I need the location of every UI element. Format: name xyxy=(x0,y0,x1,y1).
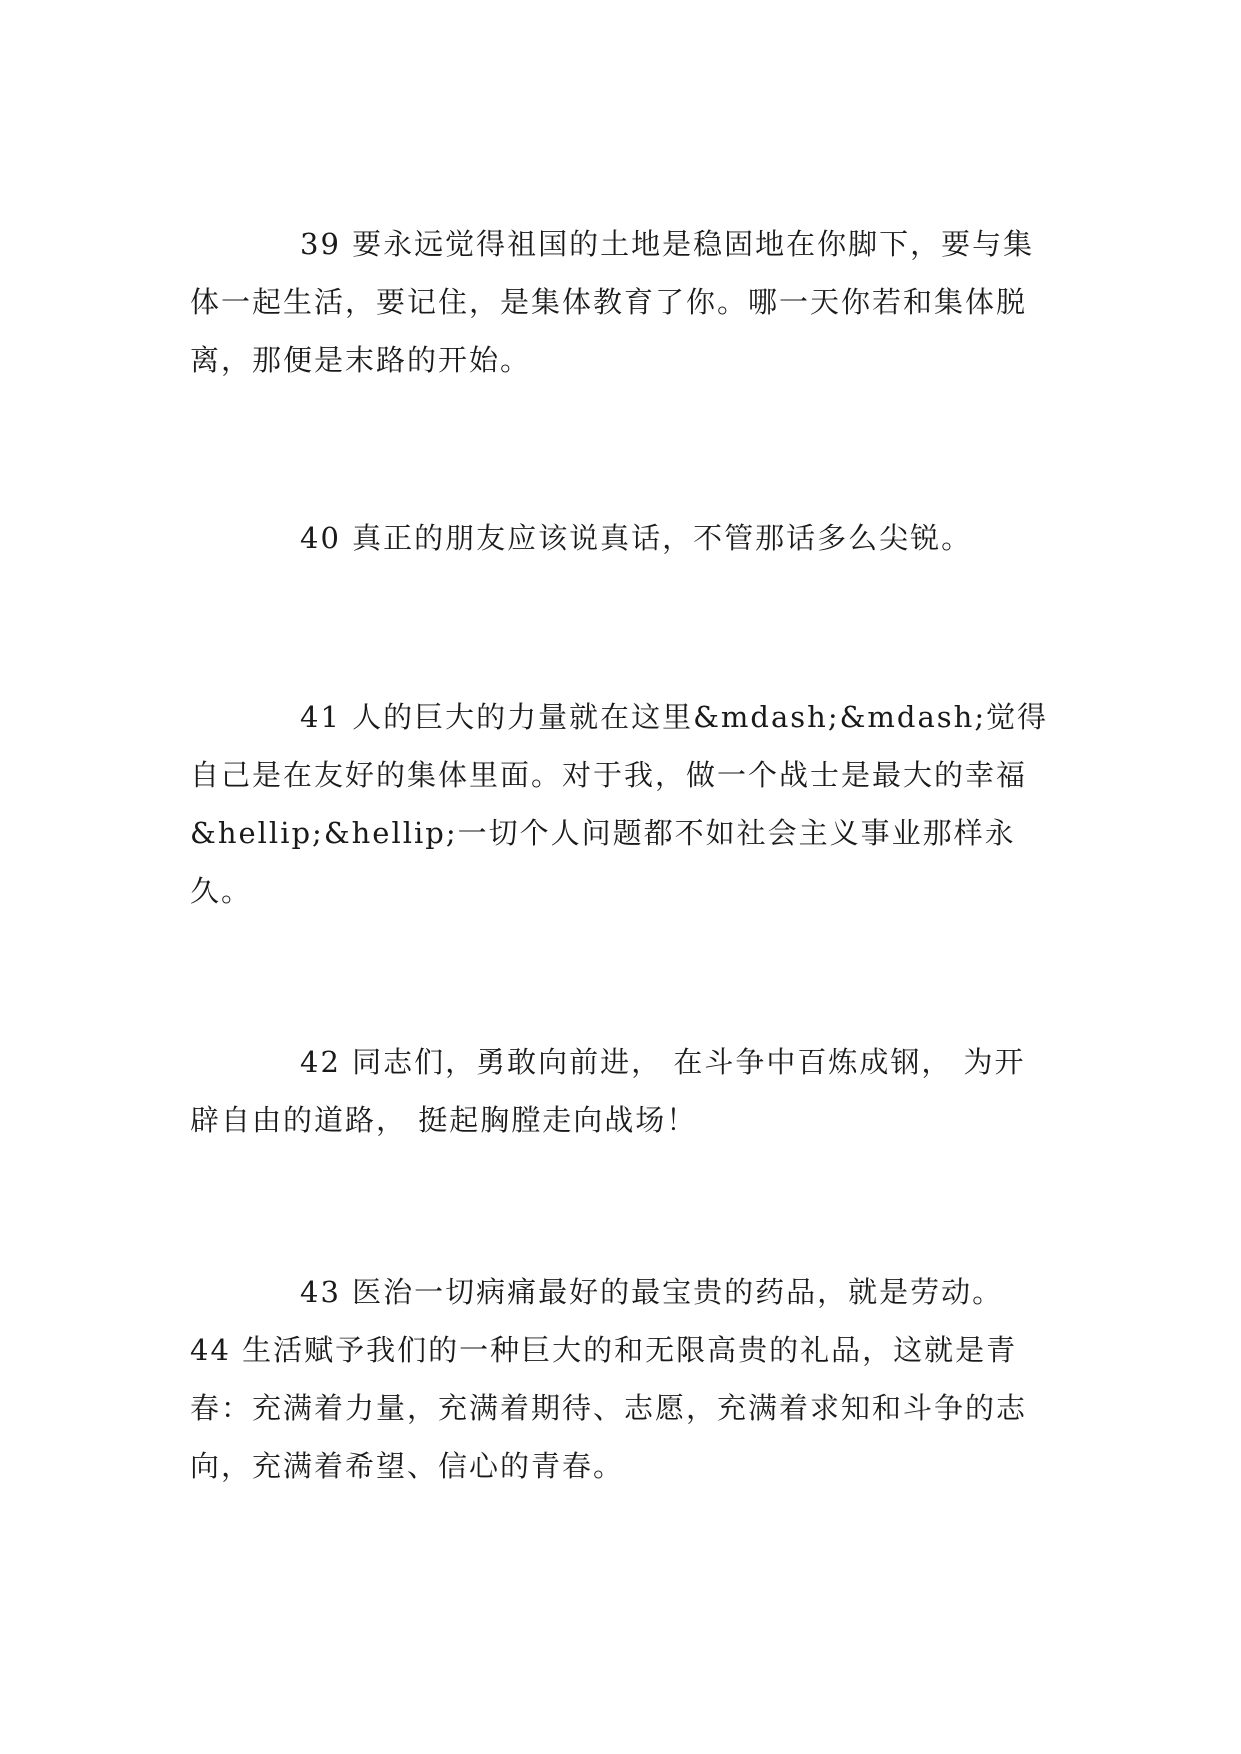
paragraph-44: 44 生活赋予我们的一种巨大的和无限高贵的礼品，这就是青春：充满着力量，充满着期待、志愿，充满着求知和斗争的志向，充满着希望、信心的青春。 xyxy=(190,1333,1028,1483)
paragraph-43: 43 医治一切病痛最好的最宝贵的药品，就是劳动。 xyxy=(300,1275,1004,1309)
paragraph-40: 40 真正的朋友应该说真话，不管那话多么尖锐。 xyxy=(300,521,973,555)
paragraph-42: 42 同志们，勇敢向前进， 在斗争中百炼成钢， 为开辟自由的道路， 挺起胸膛走向战场！ xyxy=(190,1045,1026,1137)
paragraph-39: 39 要永远觉得祖国的土地是稳固地在你脚下，要与集体一起生活，要记住，是集体教育了你。哪一天你若和集体脱离，那便是末路的开始。 xyxy=(190,227,1035,377)
paragraph-41: 41 人的巨大的力量就在这里&mdash;&mdash;觉得自己是在友好的集体里面。对于我，做一个战士是最大的幸福&hellip;&hellip;一切个人问题都不如社会主义事业那样永久。 xyxy=(190,700,1049,908)
